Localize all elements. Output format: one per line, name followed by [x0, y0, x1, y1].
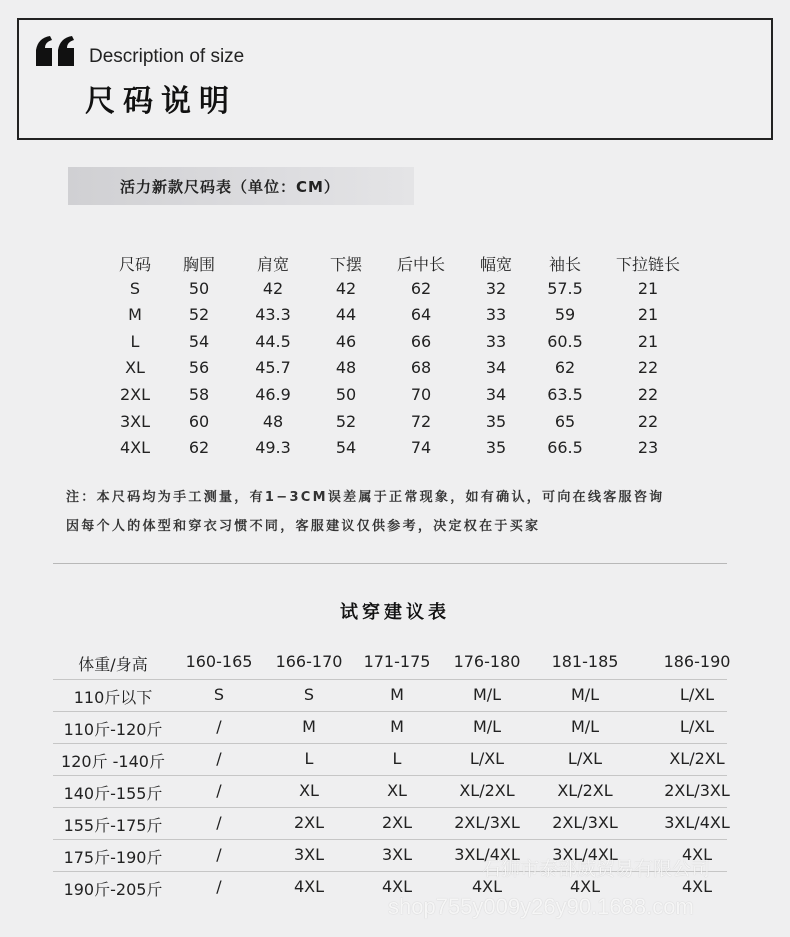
fit-chart-cell: M: [390, 717, 404, 736]
size-chart-row-cell: 46: [335, 331, 357, 351]
size-chart-row-cell: 48: [335, 358, 357, 378]
size-chart-row-cell: 3XL: [119, 411, 151, 431]
row-separator: [53, 711, 727, 712]
fit-chart-cell: L/XL: [679, 685, 715, 704]
fit-chart-cell: 140斤-155斤: [63, 784, 163, 803]
size-chart-header-row-cell: 下拉链长: [615, 255, 681, 274]
fit-chart-cell: 155斤-175斤: [63, 816, 163, 835]
size-chart-row-cell: 45.7: [255, 358, 291, 378]
fit-chart-row: [0, 744, 790, 776]
fit-chart-cell: L: [392, 749, 402, 768]
size-chart-header-row-cell: 后中长: [396, 255, 446, 274]
fit-chart-cell: XL/2XL: [669, 749, 725, 768]
fit-chart-cell: M/L: [472, 685, 502, 704]
size-chart-row: [0, 305, 790, 332]
fit-chart-cell: S: [213, 685, 225, 704]
fit-chart-column-header: 181-185: [551, 652, 619, 671]
fit-chart-cell: XL: [387, 781, 407, 800]
size-chart-row-cell: 35: [485, 411, 507, 431]
fit-chart-cell: 4XL: [681, 845, 713, 864]
size-chart-row-cell: 52: [188, 305, 210, 325]
size-chart-row-cell: 32: [485, 278, 507, 298]
size-chart-row-cell: 33: [485, 331, 507, 351]
quote-mark-icon: [36, 36, 76, 66]
size-chart-row-cell: 70: [410, 384, 432, 404]
fit-chart-column-header: 171-175: [363, 652, 431, 671]
fit-chart-cell: M: [390, 685, 404, 704]
size-chart-row-cell: 62: [188, 438, 210, 458]
fit-chart-cell: 3XL: [381, 845, 413, 864]
size-chart-header-row-cell: 胸围: [182, 255, 216, 274]
size-chart-banner: [68, 167, 414, 205]
fit-chart-cell: 4XL: [381, 877, 413, 896]
fit-chart-column-header: 160-165: [185, 652, 253, 671]
fit-chart-column-header: 体重/身高: [78, 655, 148, 674]
header-subtitle: Description of size: [89, 46, 245, 67]
fit-chart-title: 试穿建议表: [340, 602, 450, 623]
fit-chart-cell: S: [303, 685, 315, 704]
row-separator: [53, 807, 727, 808]
size-chart-header-row-cell: 尺码: [118, 255, 152, 274]
fit-chart-cell: L/XL: [567, 749, 603, 768]
size-chart-header-row-cell: 下摆: [329, 255, 363, 274]
fit-chart-column-header: 186-190: [663, 652, 731, 671]
fit-chart-cell: 120斤 -140斤: [61, 752, 165, 771]
fit-chart-cell: 2XL: [293, 813, 325, 832]
fit-chart-cell: L/XL: [679, 717, 715, 736]
fit-chart-cell: M/L: [570, 717, 600, 736]
size-chart-row-cell: 60: [188, 411, 210, 431]
size-chart-row-cell: 62: [410, 278, 432, 298]
fit-chart-cell: 110斤-120斤: [63, 720, 163, 739]
row-separator: [53, 679, 727, 680]
size-chart-row-cell: 46.9: [255, 384, 291, 404]
size-chart-row-cell: 59: [554, 305, 576, 325]
size-chart-row-cell: 21: [637, 278, 659, 298]
size-chart-row-cell: 50: [188, 278, 210, 298]
fit-chart-cell: 190斤-205斤: [63, 880, 163, 899]
size-chart-row-cell: S: [129, 278, 141, 298]
watermark-shop-url: shop755y009y26y90.1688.com: [388, 894, 694, 919]
size-chart-row-cell: 60.5: [547, 331, 583, 351]
fit-chart-cell: XL: [299, 781, 319, 800]
size-chart-row-cell: 63.5: [547, 384, 583, 404]
size-chart-row-cell: 49.3: [255, 438, 291, 458]
fit-chart-cell: L/XL: [469, 749, 505, 768]
size-note-line-1: 注：本尺码均为手工测量，有1−3CM误差属于正常现象，如有确认，可向在线客服咨询: [66, 490, 665, 505]
size-chart-row-cell: 64: [410, 305, 432, 325]
size-chart-row-cell: 23: [637, 438, 659, 458]
size-chart-banner-text: 活力新款尺码表（单位：CM）: [120, 178, 340, 196]
size-chart-row-cell: 65: [554, 411, 576, 431]
size-chart-row-cell: 43.3: [255, 305, 291, 325]
fit-chart-cell: 4XL: [293, 877, 325, 896]
fit-chart-cell: /: [216, 717, 222, 736]
size-chart-row-cell: 4XL: [119, 438, 151, 458]
size-chart-row-cell: 35: [485, 438, 507, 458]
size-chart-row-cell: 74: [410, 438, 432, 458]
section-divider: [53, 563, 727, 564]
fit-chart-cell: /: [216, 813, 222, 832]
size-chart-header-row-cell: 幅宽: [479, 255, 513, 274]
fit-chart-cell: M/L: [472, 717, 502, 736]
fit-chart-cell: 4XL: [569, 877, 601, 896]
fit-chart-cell: XL/2XL: [557, 781, 613, 800]
size-chart-row-cell: 34: [485, 384, 507, 404]
size-chart-row-cell: 44.5: [255, 331, 291, 351]
fit-chart-cell: /: [216, 781, 222, 800]
fit-chart-cell: 4XL: [471, 877, 503, 896]
size-chart-row: [0, 385, 790, 412]
size-chart-row-cell: 48: [262, 411, 284, 431]
size-chart-table: [0, 252, 790, 465]
size-chart-row-cell: XL: [125, 358, 145, 378]
fit-chart-cell: 2XL: [381, 813, 413, 832]
fit-chart-cell: 4XL: [681, 877, 713, 896]
size-chart-row-cell: 2XL: [119, 384, 151, 404]
fit-chart-cell: /: [216, 749, 222, 768]
size-chart-row-cell: 22: [637, 411, 659, 431]
size-chart-row-cell: 54: [335, 438, 357, 458]
size-chart-row-cell: 33: [485, 305, 507, 325]
fit-chart-cell: 3XL/4XL: [664, 813, 730, 832]
size-chart-row: [0, 358, 790, 385]
row-separator: [53, 743, 727, 744]
fit-chart-cell: 110斤以下: [73, 688, 153, 707]
fit-chart-cell: /: [216, 845, 222, 864]
row-separator: [53, 839, 727, 840]
size-chart-row-cell: 68: [410, 358, 432, 378]
fit-chart-cell: 3XL/4XL: [552, 845, 618, 864]
fit-chart-row: [0, 776, 790, 808]
fit-chart-cell: 2XL/3XL: [454, 813, 520, 832]
size-chart-row-cell: 66.5: [547, 438, 583, 458]
size-chart-row-cell: 42: [335, 278, 357, 298]
size-chart-row-cell: 34: [485, 358, 507, 378]
fit-chart-cell: XL/2XL: [459, 781, 515, 800]
size-chart-row-cell: 21: [637, 305, 659, 325]
size-chart-row-cell: 44: [335, 305, 357, 325]
size-chart-row: [0, 332, 790, 359]
size-chart-row-cell: 22: [637, 358, 659, 378]
fit-chart-cell: 2XL/3XL: [664, 781, 730, 800]
fit-chart-cell: L: [304, 749, 314, 768]
size-chart-header-row-cell: 肩宽: [256, 255, 290, 274]
fit-chart-row: [0, 680, 790, 712]
size-chart-header-row: [0, 252, 790, 279]
size-chart-row: [0, 412, 790, 439]
size-chart-row-cell: 22: [637, 384, 659, 404]
fit-chart-cell: 3XL: [293, 845, 325, 864]
fit-chart-cell: 175斤-190斤: [63, 848, 163, 867]
size-chart-row-cell: 52: [335, 411, 357, 431]
size-chart-row: [0, 438, 790, 465]
size-chart-row-cell: L: [130, 331, 140, 351]
page-title: 尺码说明: [85, 84, 237, 119]
size-chart-row-cell: 66: [410, 331, 432, 351]
size-chart-row-cell: 57.5: [547, 278, 583, 298]
fit-chart-cell: M: [302, 717, 316, 736]
fit-chart-row: [0, 712, 790, 744]
size-chart-row-cell: 56: [188, 358, 210, 378]
fit-chart-row: [0, 808, 790, 840]
size-chart-row: [0, 279, 790, 306]
fit-chart-column-header: 176-180: [453, 652, 521, 671]
size-chart-row-cell: 42: [262, 278, 284, 298]
size-chart-row-cell: 50: [335, 384, 357, 404]
size-chart-header-row-cell: 袖长: [548, 255, 582, 274]
size-description-header: [17, 18, 773, 140]
watermark-company: 石狮市泰部威贸易有限公司: [482, 859, 711, 880]
size-chart-row-cell: M: [128, 305, 142, 325]
size-chart-row-cell: 54: [188, 331, 210, 351]
fit-chart-cell: M/L: [570, 685, 600, 704]
fit-chart-cell: /: [216, 877, 222, 896]
size-note-line-2: 因每个人的体型和穿衣习惯不同，客服建议仅供参考，决定权在于买家: [66, 519, 541, 534]
size-chart-row-cell: 72: [410, 411, 432, 431]
fit-chart-column-header: 166-170: [275, 652, 343, 671]
size-chart-row-cell: 58: [188, 384, 210, 404]
fit-chart-cell: 2XL/3XL: [552, 813, 618, 832]
fit-chart-cell: 3XL/4XL: [454, 845, 520, 864]
row-separator: [53, 775, 727, 776]
fit-chart-header: [0, 650, 790, 680]
size-chart-row-cell: 62: [554, 358, 576, 378]
size-chart-row-cell: 21: [637, 331, 659, 351]
